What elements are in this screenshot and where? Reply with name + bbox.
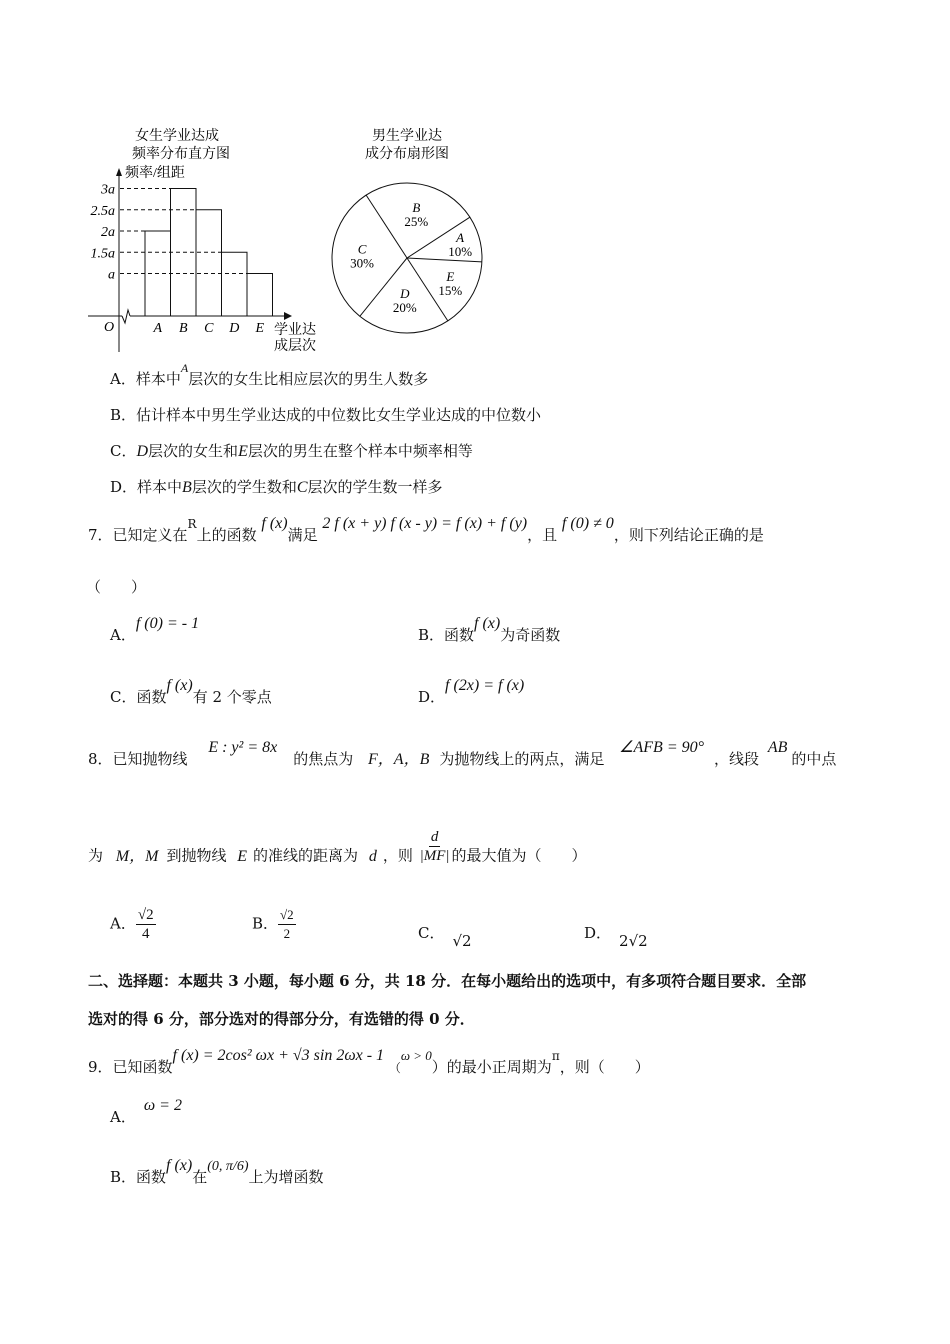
option-text: A．样本中 (110, 370, 181, 388)
math: 2 f (x + y) f (x - y) = f (x) + f (y) (322, 515, 528, 532)
text: 7．已知定义在 (88, 526, 188, 544)
math: 2√2 (619, 932, 648, 950)
q7-option-c[interactable] (110, 677, 272, 707)
math: F，A，B (368, 751, 430, 768)
text: ，则 (382, 846, 413, 865)
hist-origin: O (104, 320, 115, 335)
text: 9．已知函数 (88, 1058, 173, 1076)
slice-percent-D: 20% (392, 299, 417, 315)
text: ，线段 (714, 750, 760, 768)
text: 为抛物线上的两点，满足 (439, 750, 605, 768)
text: A． (110, 1108, 136, 1126)
math: ω = 2 (143, 1097, 182, 1114)
text: 8．已知抛物线 (88, 750, 188, 768)
math: R (187, 517, 197, 531)
y-tick-label: 3a (101, 182, 115, 198)
q7-option-b[interactable] (418, 615, 561, 645)
q9-option-a[interactable] (110, 1097, 182, 1127)
q6-option-d[interactable] (110, 476, 443, 497)
slice-boundary (366, 195, 407, 258)
option-text: 层次的女生比相应层次的男生人数多 (188, 370, 429, 388)
y-tick-label: 2a (101, 225, 115, 240)
slice-category-B: B (412, 199, 421, 215)
q6-option-a[interactable] (110, 361, 429, 389)
denominator: 4 (141, 926, 150, 942)
option-text: 层次的学生数和 (191, 478, 297, 496)
numerator: √2 (137, 907, 154, 923)
q6-option-b[interactable] (110, 404, 541, 425)
option-text: 层次的男生在整个样本中频率相等 (247, 442, 473, 460)
text: 到抛物线 (166, 846, 227, 865)
text: D． (418, 688, 446, 706)
x-tick-label: B (178, 321, 188, 336)
math: f (x) = 2cos² ωx + √3 sin 2ωx - 1 (172, 1047, 385, 1064)
slice-percent-E: 15% (438, 283, 463, 298)
numerator: √2 (278, 906, 296, 925)
text: ，且 (527, 526, 558, 544)
text: 的焦点为 (293, 750, 354, 768)
text: A． (110, 914, 136, 933)
fraction (136, 906, 156, 943)
answer-paren: （ ） (86, 578, 147, 596)
x-tick-label: E (255, 321, 265, 336)
slice-percent-A: 10% (448, 243, 473, 259)
pie-chart (325, 120, 495, 340)
text: 为 (88, 846, 104, 865)
text: D． (584, 924, 612, 942)
q8-option-d[interactable] (584, 922, 648, 950)
math: M，M (115, 847, 159, 865)
text: 的最大值为（ ） (451, 846, 587, 865)
text: ）的最小正周期为 (431, 1058, 552, 1076)
q8-stem-line1 (88, 739, 837, 769)
q8-option-a[interactable] (110, 906, 156, 943)
section-instructions: 选对的得 6 分，部分选对的得部分分，有选错的得 0 分． (88, 1010, 475, 1028)
x-tick-label: D (229, 321, 240, 336)
hist-title-2: 频率分布直方图 (132, 147, 230, 162)
bar-D (222, 252, 248, 316)
q9-stem (88, 1047, 650, 1077)
math: E (237, 847, 248, 865)
slice-category-E: E (446, 269, 455, 284)
math: AB (767, 739, 788, 756)
math: f (x) (474, 615, 501, 632)
fraction (420, 828, 450, 865)
text: 的中点 (791, 750, 837, 768)
text: 有 2 个零点 (192, 688, 272, 706)
slice-category-D: D (400, 285, 410, 301)
text: B． (252, 914, 279, 933)
section-heading: 二、选择题：本题共 3 小题，每小题 6 分，共 18 分．在每小题给出的选项中，有多项符合题目要求．全部 (88, 972, 807, 990)
math: B (182, 479, 192, 496)
math: ω > 0 (400, 1048, 432, 1063)
text: ，则下列结论正确的是 (613, 526, 764, 544)
math: f (0) = - 1 (135, 615, 200, 632)
bar-E (247, 274, 273, 317)
option-text: 层次的女生和 (148, 442, 239, 460)
option-text: 层次的学生数一样多 (307, 478, 443, 496)
math: f (x) (166, 1157, 193, 1174)
text: B．函数 (418, 626, 475, 644)
text: 的准线的距离为 (253, 846, 359, 865)
x-tick-label: C (204, 321, 214, 336)
denominator: 2 (283, 926, 291, 941)
text: B．函数 (110, 1168, 167, 1186)
math: D (136, 443, 149, 460)
hist-title-1: 女生学业达成 (135, 129, 219, 144)
math: f (x) (166, 677, 193, 694)
text: 为奇函数 (500, 626, 561, 644)
slice-percent-C: 30% (350, 255, 374, 271)
math: f (0) ≠ 0 (561, 515, 614, 532)
text: 在 (192, 1168, 208, 1186)
text: 满足 (287, 526, 318, 544)
q6-option-c[interactable] (110, 440, 473, 461)
q8-option-c[interactable] (418, 922, 472, 950)
hist-xlabel-2: 成层次 (274, 339, 316, 354)
slice-category-C: C (357, 241, 367, 257)
text: 上的函数 (196, 526, 257, 544)
fraction (278, 906, 296, 943)
numerator: d (430, 829, 439, 845)
text: A． (110, 626, 136, 644)
q8-stem-line2 (88, 829, 587, 875)
pie-title-2: 成分布扇形图 (365, 147, 449, 162)
math: d (368, 847, 377, 865)
math: f (2x) = f (x) (445, 677, 525, 694)
slice-category-A: A (456, 229, 465, 245)
text: ，则（ ） (559, 1058, 650, 1076)
math: ∠AFB = 90° (619, 739, 705, 756)
text: C． (418, 924, 445, 942)
denominator: |MF| (419, 848, 450, 864)
slice-percent-B: 25% (404, 213, 429, 229)
option-text: C． (110, 442, 137, 460)
y-tick-label: 2.5a (90, 203, 115, 219)
math: E : y² = 8x (208, 739, 278, 756)
math: √2 (452, 932, 472, 950)
text: C．函数 (110, 688, 167, 706)
q7-stem (88, 515, 764, 545)
y-tick-label: a (108, 267, 115, 283)
pie-title-1: 男生学业达 (372, 129, 442, 144)
q9-option-b[interactable] (110, 1157, 324, 1187)
text: 上为增函数 (248, 1168, 324, 1186)
option-text: B．估计样本中男生学业达成的中位数比女生学业达成的中位数小 (110, 406, 542, 424)
hist-xlabel-1: 学业达 (274, 323, 316, 338)
math: C (296, 479, 308, 496)
q7-option-d[interactable] (418, 677, 525, 707)
math: E (238, 443, 248, 460)
math: π (551, 1049, 560, 1063)
interval: (0, π/6) (207, 1159, 249, 1174)
q8-option-b[interactable] (252, 906, 296, 943)
q7-option-a[interactable] (110, 615, 200, 645)
bar-C (196, 210, 222, 316)
math: f (x) (261, 515, 288, 532)
hist-ylabel: 频率/组距 (125, 166, 185, 181)
math: A (180, 361, 189, 375)
x-tick-label: A (153, 321, 163, 336)
text: （ (388, 1061, 401, 1075)
option-text: D．样本中 (110, 478, 183, 496)
y-tick-label: 1.5a (90, 246, 115, 262)
